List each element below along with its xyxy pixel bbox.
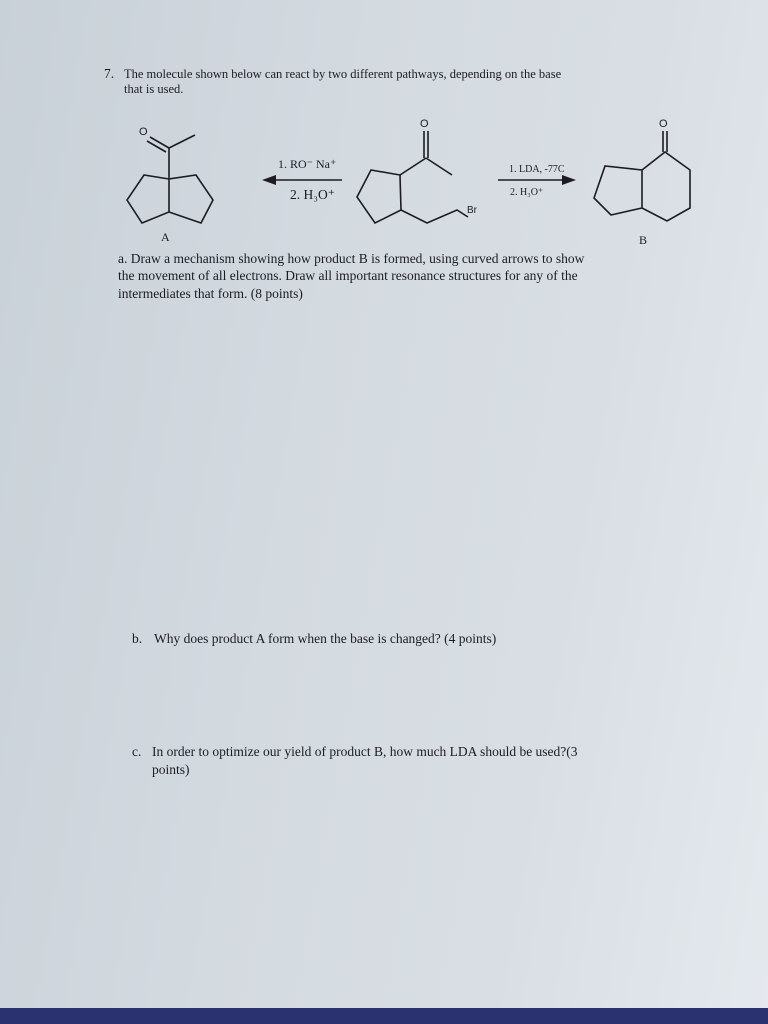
part-a-line3: intermediates that form. (8 points)	[118, 286, 303, 301]
label-a: A	[161, 230, 170, 244]
molecule-product-a	[127, 135, 213, 223]
desk-edge	[0, 1008, 768, 1024]
atom-br: Br	[467, 205, 477, 216]
part-a-line2: the movement of all electrons. Draw all important resonance structures for any of the	[118, 268, 578, 283]
molecule-starting-material	[357, 131, 468, 223]
question-number: 7.	[104, 66, 115, 81]
left-reagent-1: 1. RO⁻ Na⁺	[278, 157, 337, 171]
part-b-letter: b.	[132, 631, 143, 646]
part-a-line1: a. Draw a mechanism showing how product B is formed, using curved arrows to show	[118, 251, 585, 266]
right-reagent-1: 1. LDA, -77C	[509, 164, 565, 175]
part-b-text: Why does product A form when the base is changed? (4 points)	[154, 631, 497, 646]
left-reagent-2: 2. H₃O⁺	[290, 187, 335, 202]
question-prompt-line1: The molecule shown below can react by two different pathways, depending on the base	[124, 67, 562, 81]
part-c-letter: c.	[132, 744, 142, 759]
molecule-product-b	[594, 131, 690, 221]
part-c-line1: In order to optimize our yield of product B, how much LDA should be used?(3	[152, 744, 578, 759]
part-c-line2: points)	[152, 762, 190, 777]
atom-o-b: O	[659, 118, 668, 130]
question-prompt-line2: that is used.	[124, 82, 184, 96]
atom-o-a: O	[139, 126, 148, 138]
reaction-scheme	[0, 0, 768, 260]
atom-o-sm: O	[420, 118, 429, 130]
right-reagent-2: 2. H₃O⁺	[510, 187, 544, 198]
arrow-left	[262, 175, 342, 185]
label-b: B	[639, 233, 648, 247]
